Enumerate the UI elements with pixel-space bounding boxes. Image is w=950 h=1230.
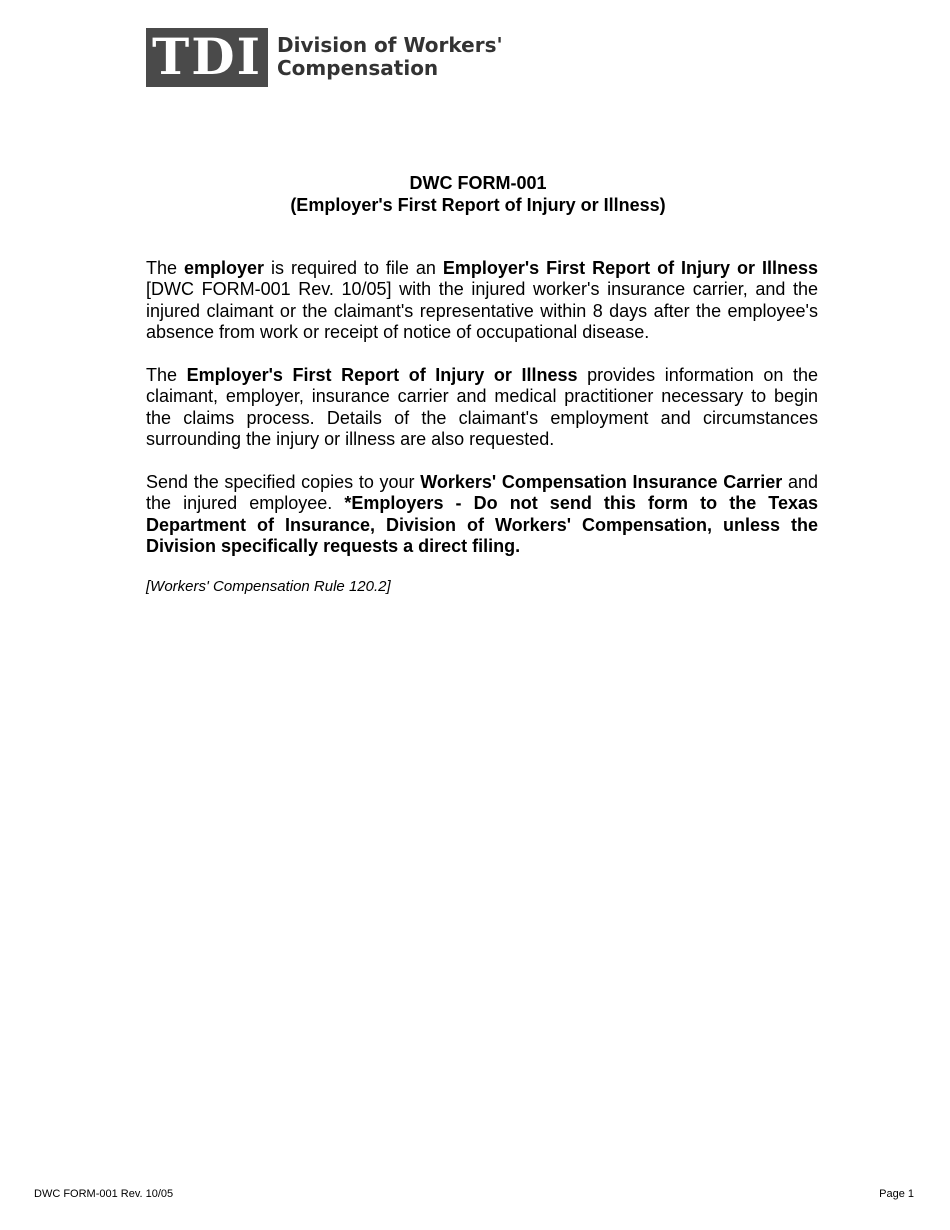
- footer-form-id: DWC FORM-001 Rev. 10/05: [34, 1188, 174, 1200]
- tdi-logo-mark: TDI: [146, 28, 268, 87]
- form-title-line1: DWC FORM-001: [409, 173, 547, 193]
- rule-reference: [Workers' Compensation Rule 120.2]: [146, 578, 391, 595]
- form-title-line2: (Employer's First Report of Injury or Illness): [290, 195, 666, 215]
- footer-page-number: Page 1: [879, 1188, 914, 1200]
- paragraph-sending-instructions: Send the specified copies to your Workers' Compensation Insurance Carrier and the injured employee. *Employers - Do not send this form to the Texas Department of Insurance, Division of Workers' Compensation, unless the Division specifically requests a direct filing.: [146, 472, 819, 557]
- paragraph-report-purpose: The Employer's First Report of Injury or Illness provides information on the claimant, employer, insurance carrier and medical practitioner necessary to begin the claims process. Details of the claimant's employment and circumstances surrounding the injury or illness are also requested.: [146, 365, 818, 450]
- division-name-line1: Division of Workers': [277, 33, 503, 57]
- form-title: [146, 172, 810, 216]
- division-name-line2: Compensation: [277, 56, 439, 80]
- tdi-logo: [146, 27, 503, 87]
- paragraph-filing-requirement: The employer is required to file an Employer's First Report of Injury or Illness [DWC FORM-001 Rev. 10/05] with the injured worker's insurance carrier, and the injured claimant or the claimant's representative within 8 days after the employee's absence from work or receipt of notice of occupational disease.: [146, 258, 818, 343]
- instructions-body: [146, 258, 818, 558]
- division-name: [277, 34, 503, 80]
